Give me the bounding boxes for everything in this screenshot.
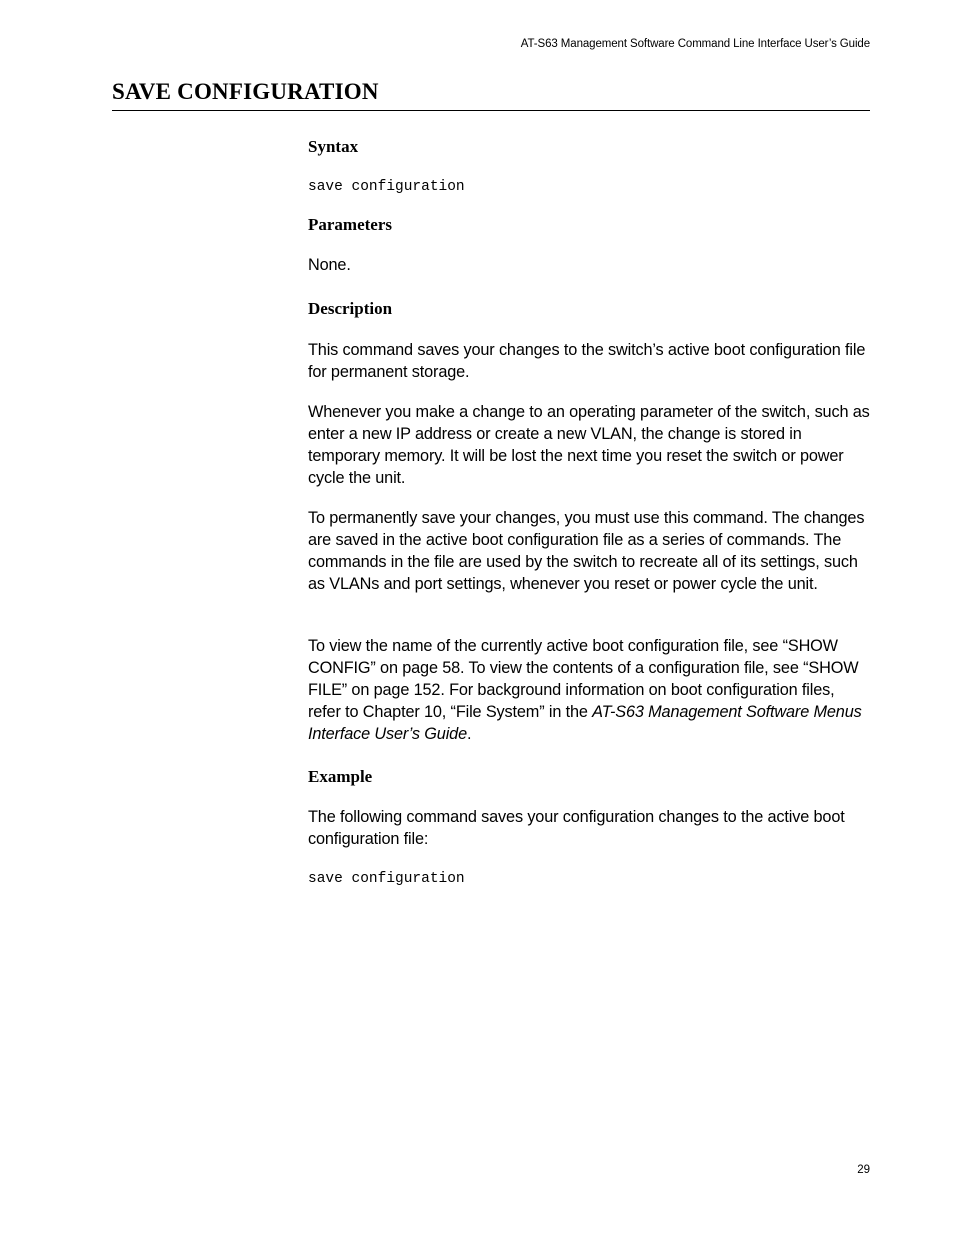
reference-end: . [467,725,472,743]
description-paragraph-2: Whenever you make a change to an operating parameter of the switch, such as enter a new IP address or create a new VLAN, the change is stored in temporary memory. It will be lost the next time you reset the switch or power cycle the unit. [308,403,870,487]
example-command: save configuration [308,871,465,887]
book-title: AT-S63 Management Software Menus Interface User’s Guide [308,703,862,743]
description-paragraph-3: To permanently save your changes, you must use this command. The changes are saved in the active boot configuration file as a series of commands. The commands in the file are used by the switch to recreate all of its settings, such as VLANs and port settings, whenever you reset or power cycle the unit. [308,509,865,593]
syntax-heading: Syntax [308,137,359,156]
page-number: 29 [857,1164,870,1176]
description-paragraph-1: This command saves your changes to the switch’s active boot configuration file for permanent storage. [308,341,866,381]
running-header: AT-S63 Management Software Command Line Interface User’s Guide [520,38,870,50]
syntax-command: save configuration [308,179,465,195]
description-paragraph-4 [308,635,870,745]
section-title: SAVE CONFIGURATION [112,79,379,104]
example-heading: Example [308,767,373,786]
parameters-text: None. [308,256,351,274]
description-heading: Description [308,299,393,318]
title-rule [112,110,870,111]
reference-text: To view the name of the currently active boot configuration file, see “SHOW CONFIG” on page 58. To view the contents of a configuration file, see “SHOW FILE” on page 152. For background information on boot configuration files, refer to Chapter 10, “File System” in the [308,637,859,721]
example-text: The following command saves your configuration changes to the active boot configuration file: [308,808,845,848]
parameters-heading: Parameters [308,215,393,234]
